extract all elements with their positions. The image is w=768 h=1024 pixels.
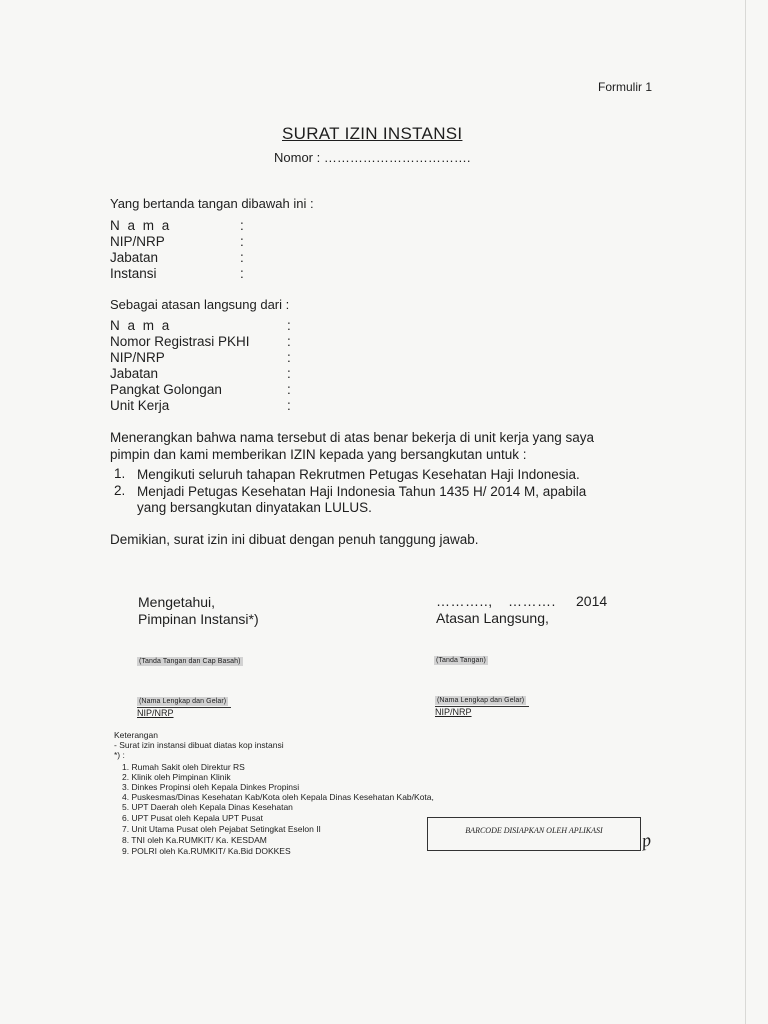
- right-sign-year: 2014: [576, 593, 608, 609]
- list-item-number: 1.: [114, 466, 126, 481]
- initial-mark: p: [640, 829, 653, 851]
- colon: :: [240, 234, 244, 249]
- colon: :: [240, 250, 244, 265]
- left-sign-role: Pimpinan Instansi*): [138, 611, 259, 627]
- list-item-number: 2.: [114, 483, 126, 498]
- left-name-note: (Nama Lengkap dan Gelar): [139, 698, 227, 705]
- notes-item: 5. UPT Daerah oleh Kepala Dinas Kesehatan: [122, 802, 293, 812]
- notes-item: 9. POLRI oleh Ka.RUMKIT/ Ka.Bid DOKKES: [122, 846, 291, 856]
- colon: :: [287, 366, 291, 381]
- statement-line-1: Menerangkan bahwa nama tersebut di atas benar bekerja di unit kerja yang saya: [110, 430, 595, 445]
- section1-field-nip: NIP/NRP: [110, 234, 165, 249]
- section1-intro: Yang bertanda tangan dibawah ini :: [110, 196, 314, 211]
- colon: :: [240, 266, 244, 281]
- left-sign-heading: Mengetahui,: [138, 594, 216, 610]
- colon: :: [287, 350, 291, 365]
- section2-intro: Sebagai atasan langsung dari :: [110, 297, 290, 312]
- colon: :: [287, 398, 291, 413]
- right-signature-note: (Tanda Tangan): [436, 657, 486, 664]
- statement-line-2: pimpin dan kami memberikan IZIN kepada yang bersangkutan untuk :: [110, 447, 527, 462]
- left-signature-note: (Tanda Tangan dan Cap Basah): [139, 658, 241, 665]
- colon: :: [240, 218, 244, 233]
- list-item-text: Menjadi Petugas Kesehatan Haji Indonesia Tahun 1435 H/ 2014 M, apabila: [137, 484, 587, 499]
- section2-field-registrasi: Nomor Registrasi PKHI: [110, 334, 250, 349]
- closing-statement: Demikian, surat izin ini dibuat dengan penuh tanggung jawab.: [110, 532, 479, 547]
- section2-field-pangkat: Pangkat Golongan: [110, 382, 222, 397]
- left-nip: NIP/NRP: [137, 708, 174, 718]
- section2-field-unit-kerja: Unit Kerja: [110, 398, 170, 413]
- notes-item: 8. TNI oleh Ka.RUMKIT/ Ka. KESDAM: [122, 835, 267, 845]
- notes-item: 1. Rumah Sakit oleh Direktur RS: [122, 762, 245, 772]
- barcode-label: BARCODE DISIAPKAN OLEH APLIKASI: [465, 826, 603, 835]
- section2-field-jabatan: Jabatan: [110, 366, 159, 381]
- right-name-note: (Nama Lengkap dan Gelar): [437, 697, 525, 704]
- notes-letterhead: - Surat izin instansi dibuat diatas kop instansi: [114, 740, 284, 750]
- notes-title: Keterangan: [114, 730, 158, 740]
- section1-field-jabatan: Jabatan: [110, 250, 159, 265]
- notes-item: 2. Klinik oleh Pimpinan Klinik: [122, 772, 231, 782]
- notes-item: 3. Dinkes Propinsi oleh Kepala Dinkes Propinsi: [122, 782, 300, 792]
- barcode-box: [427, 817, 641, 851]
- right-sign-role: Atasan Langsung,: [436, 610, 549, 626]
- right-nip: NIP/NRP: [435, 707, 472, 717]
- right-sign-place: ………..,: [436, 593, 493, 609]
- colon: :: [287, 334, 291, 349]
- section1-field-instansi: Instansi: [110, 266, 157, 281]
- list-item-text-continued: yang bersangkutan dinyatakan LULUS.: [137, 500, 372, 515]
- colon: :: [287, 382, 291, 397]
- notes-item: 7. Unit Utama Pusat oleh Pejabat Setingkat Eselon II: [122, 824, 321, 834]
- section2-field-nip: NIP/NRP: [110, 350, 165, 365]
- section2-field-nama: N a m a: [110, 318, 172, 333]
- document-title: SURAT IZIN INSTANSI: [282, 124, 463, 143]
- form-number: Formulir 1: [598, 80, 653, 94]
- colon: :: [287, 318, 291, 333]
- page-edge: [745, 0, 746, 1024]
- document-number: Nomor : …………………………….: [274, 150, 471, 165]
- notes-asterisk: *) :: [114, 750, 125, 760]
- right-sign-date: ……….: [508, 593, 556, 609]
- notes-item: 4. Puskesmas/Dinas Kesehatan Kab/Kota oleh Kepala Dinas Kesehatan Kab/Kota,: [122, 792, 434, 802]
- list-item-text: Mengikuti seluruh tahapan Rekrutmen Petugas Kesehatan Haji Indonesia.: [137, 467, 580, 482]
- section1-field-nama: N a m a: [110, 218, 172, 233]
- notes-item: 6. UPT Pusat oleh Kepala UPT Pusat: [122, 813, 263, 823]
